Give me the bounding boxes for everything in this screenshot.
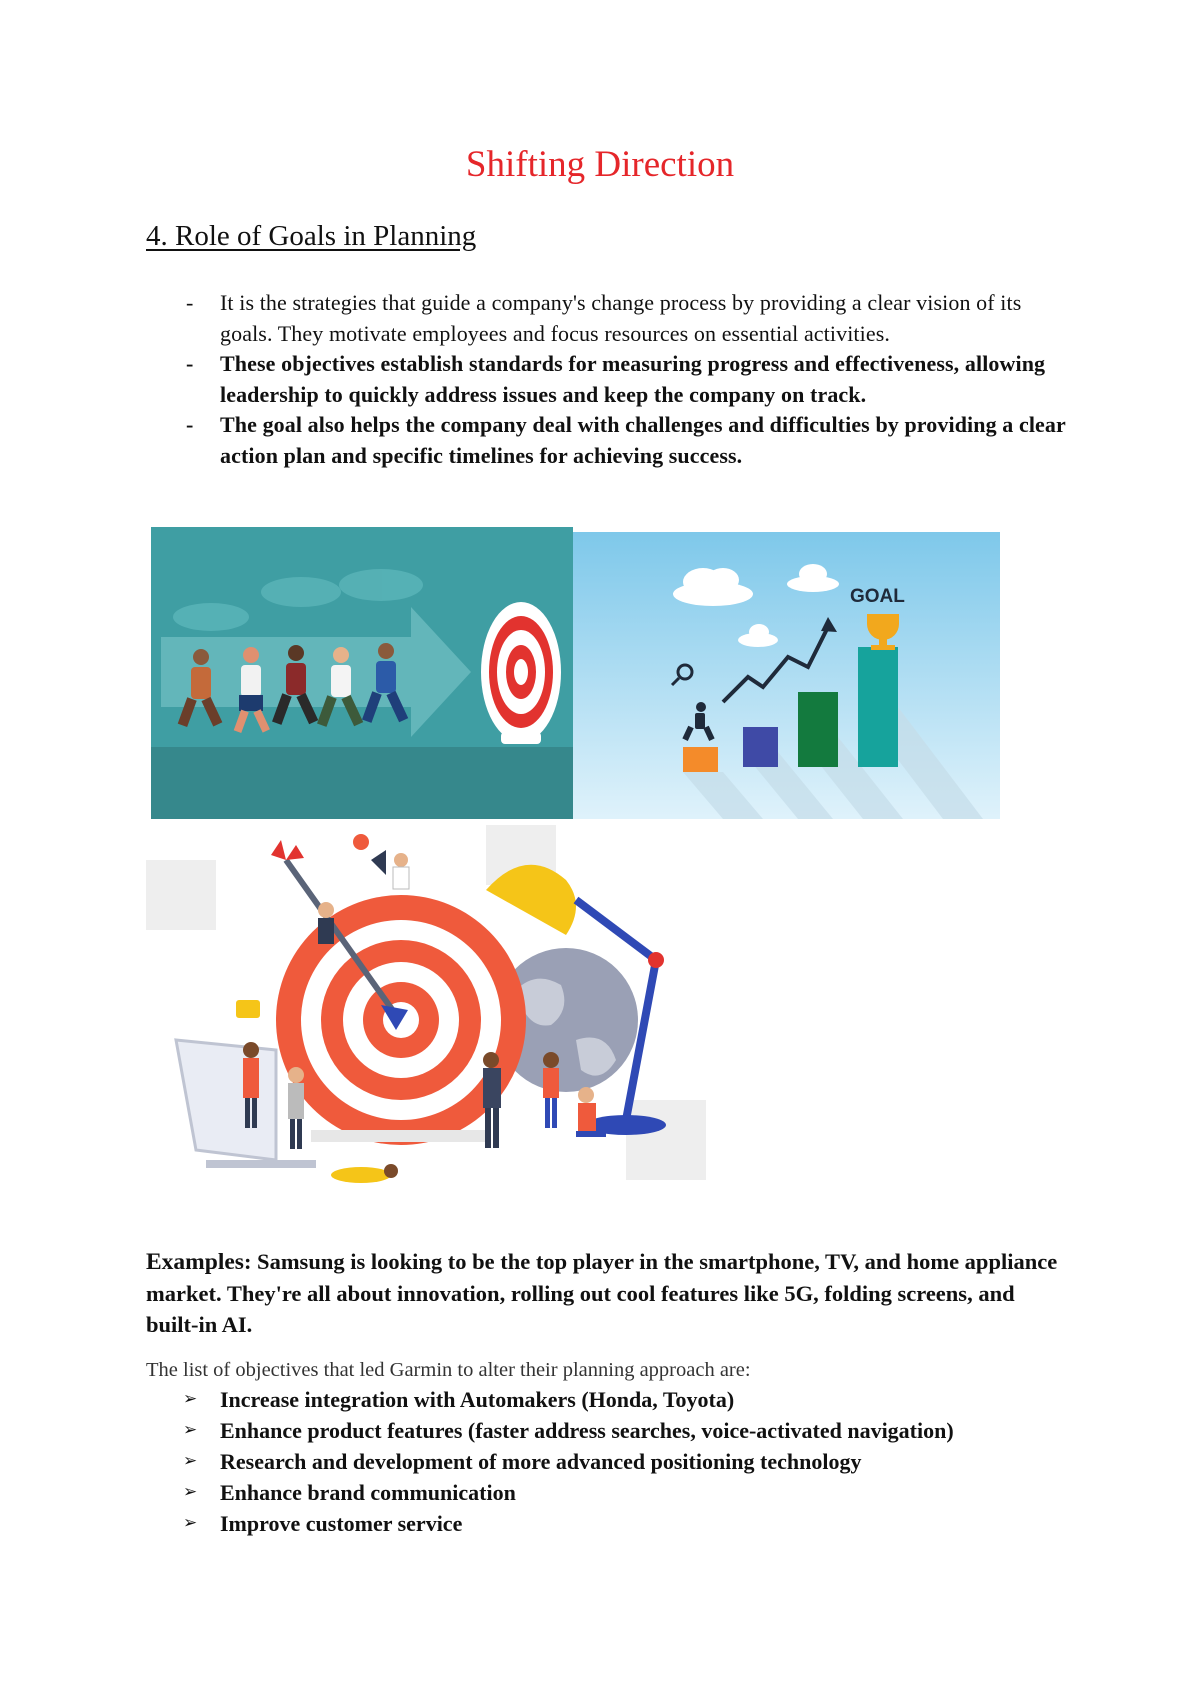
page-title: Shifting Direction [465, 144, 735, 185]
bullet-marker: - [186, 351, 194, 376]
objective-item [0, 1415, 1200, 1446]
arrow-bullet-icon: ➢ [183, 1451, 198, 1471]
arrow-bullet-icon: ➢ [183, 1513, 198, 1533]
arrow-bullet-icon: ➢ [183, 1420, 198, 1440]
runners-target-illustration [151, 527, 573, 819]
bullet-marker: - [186, 412, 194, 437]
arrow-bullet-icon: ➢ [183, 1389, 198, 1409]
bullet-list [0, 288, 1200, 471]
goal-growth-illustration [573, 532, 1000, 819]
bullet-text: These objectives establish standards for measuring progress and effectiveness, allowing leadership to quickly address issues and keep the company on track. [220, 351, 1046, 407]
arrow-bullet-icon: ➢ [183, 1482, 198, 1502]
target-team-illustration [146, 820, 738, 1218]
objectives-intro: The list of objectives that led Garmin to alter their planning approach are: [146, 1359, 751, 1381]
objective-text: Research and development of more advanced positioning technology [220, 1449, 862, 1474]
objective-text: Enhance product features (faster address searches, voice-activated navigation) [220, 1418, 954, 1443]
bullet-item [0, 349, 1070, 410]
chat-bubble-icon [236, 1000, 260, 1018]
objective-text: Increase integration with Automakers (Honda, Toyota) [220, 1387, 735, 1412]
objective-text: Improve customer service [220, 1511, 463, 1536]
goals-image-row [151, 527, 1000, 819]
section-heading: 4. Role of Goals in Planning [146, 220, 477, 252]
objective-item [0, 1384, 1200, 1415]
bullet-item [0, 288, 1070, 349]
goal-label: GOAL [850, 586, 905, 607]
bullet-item [0, 410, 1070, 471]
bullet-text: The goal also helps the company deal with challenges and difficulties by providing a clear action plan and specific timelines for achieving success. [220, 412, 1066, 468]
bullet-marker: - [186, 290, 194, 315]
examples-label: Examples [146, 1249, 244, 1275]
objective-text: Enhance brand communication [220, 1480, 516, 1505]
examples-text: : Samsung is looking to be the top player in the smartphone, TV, and home appliance market. They're all about innovation, rolling out cool features like 5G, folding screens, and built-in AI. [146, 1249, 1058, 1337]
objective-item [0, 1508, 1200, 1539]
bullet-text: It is the strategies that guide a company's change process by providing a clear vision of its goals. They motivate employees and focus resources on essential activities. [220, 290, 1022, 346]
objective-item [0, 1477, 1200, 1508]
examples-paragraph [146, 1246, 1066, 1340]
objectives-list [0, 1384, 1200, 1539]
objective-item [0, 1446, 1200, 1477]
